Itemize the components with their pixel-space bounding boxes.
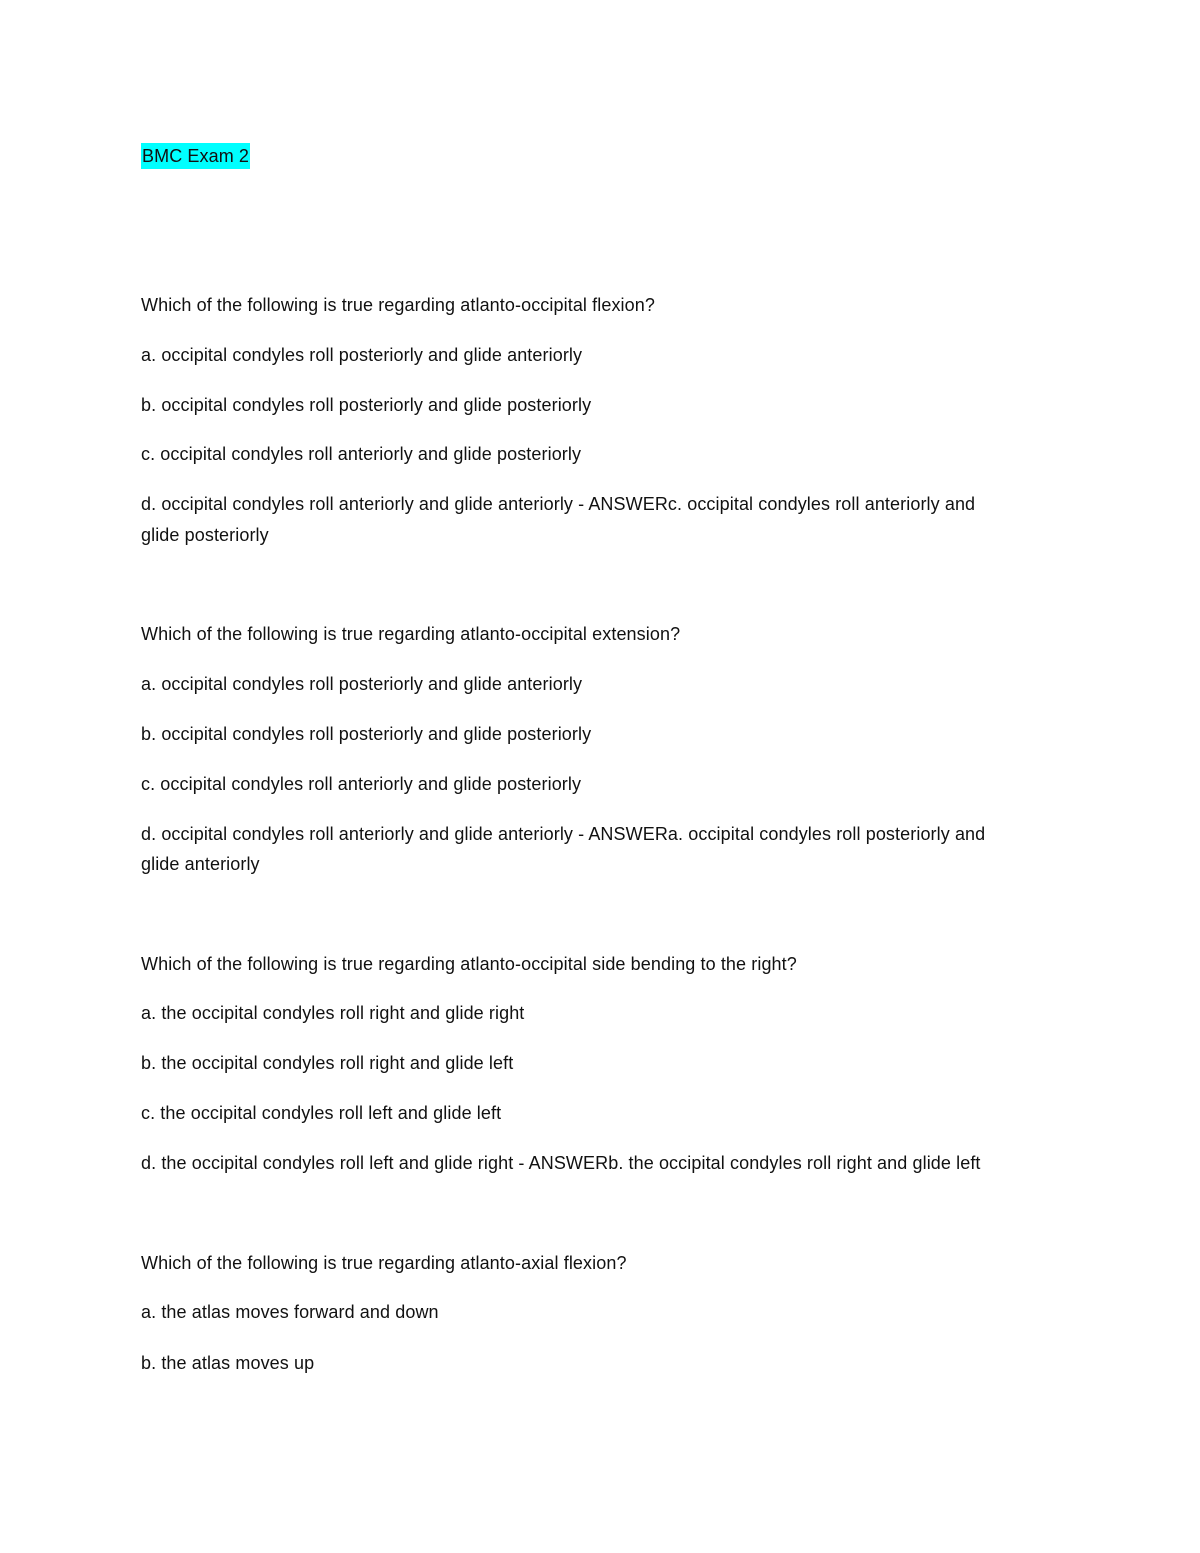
question-3-text: Which of the following is true regarding atlanto-occipital side bending to the right? [141,954,797,974]
question-2-option-d-answer: d. occipital condyles roll anteriorly and glide anteriorly - ANSWERa. occipital condyles roll posteriorly and [141,824,986,844]
question-1-option-c: c. occipital condyles roll anteriorly and glide posteriorly [141,444,582,464]
document-title: BMC Exam 2 [141,143,250,169]
question-4-option-b: b. the atlas moves up [141,1353,315,1373]
question-3-option-d-answer: d. the occipital condyles roll left and glide right - ANSWERb. the occipital condyles roll right and glide left [141,1153,981,1173]
question-3-option-a: a. the occipital condyles roll right and glide right [141,1003,525,1023]
question-2-option-c: c. occipital condyles roll anteriorly and glide posteriorly [141,774,582,794]
question-2-option-b: b. occipital condyles roll posteriorly and glide posteriorly [141,724,592,744]
question-1-text: Which of the following is true regarding atlanto-occipital flexion? [141,295,655,315]
question-1-option-a: a. occipital condyles roll posteriorly and glide anteriorly [141,345,583,365]
question-4-text: Which of the following is true regarding atlanto-axial flexion? [141,1253,627,1273]
question-2-option-a: a. occipital condyles roll posteriorly and glide anteriorly [141,674,583,694]
question-1-option-d-answer: d. occipital condyles roll anteriorly and glide anteriorly - ANSWERc. occipital condyles roll anteriorly and [141,494,976,514]
question-4-option-a: a. the atlas moves forward and down [141,1302,439,1322]
question-1-answer-continued: glide posteriorly [141,525,269,545]
question-2-text: Which of the following is true regarding atlanto-occipital extension? [141,624,681,644]
question-2-answer-continued: glide anteriorly [141,854,260,874]
question-3-option-c: c. the occipital condyles roll left and glide left [141,1103,502,1123]
question-3-option-b: b. the occipital condyles roll right and glide left [141,1053,514,1073]
question-1-option-b: b. occipital condyles roll posteriorly and glide posteriorly [141,395,592,415]
